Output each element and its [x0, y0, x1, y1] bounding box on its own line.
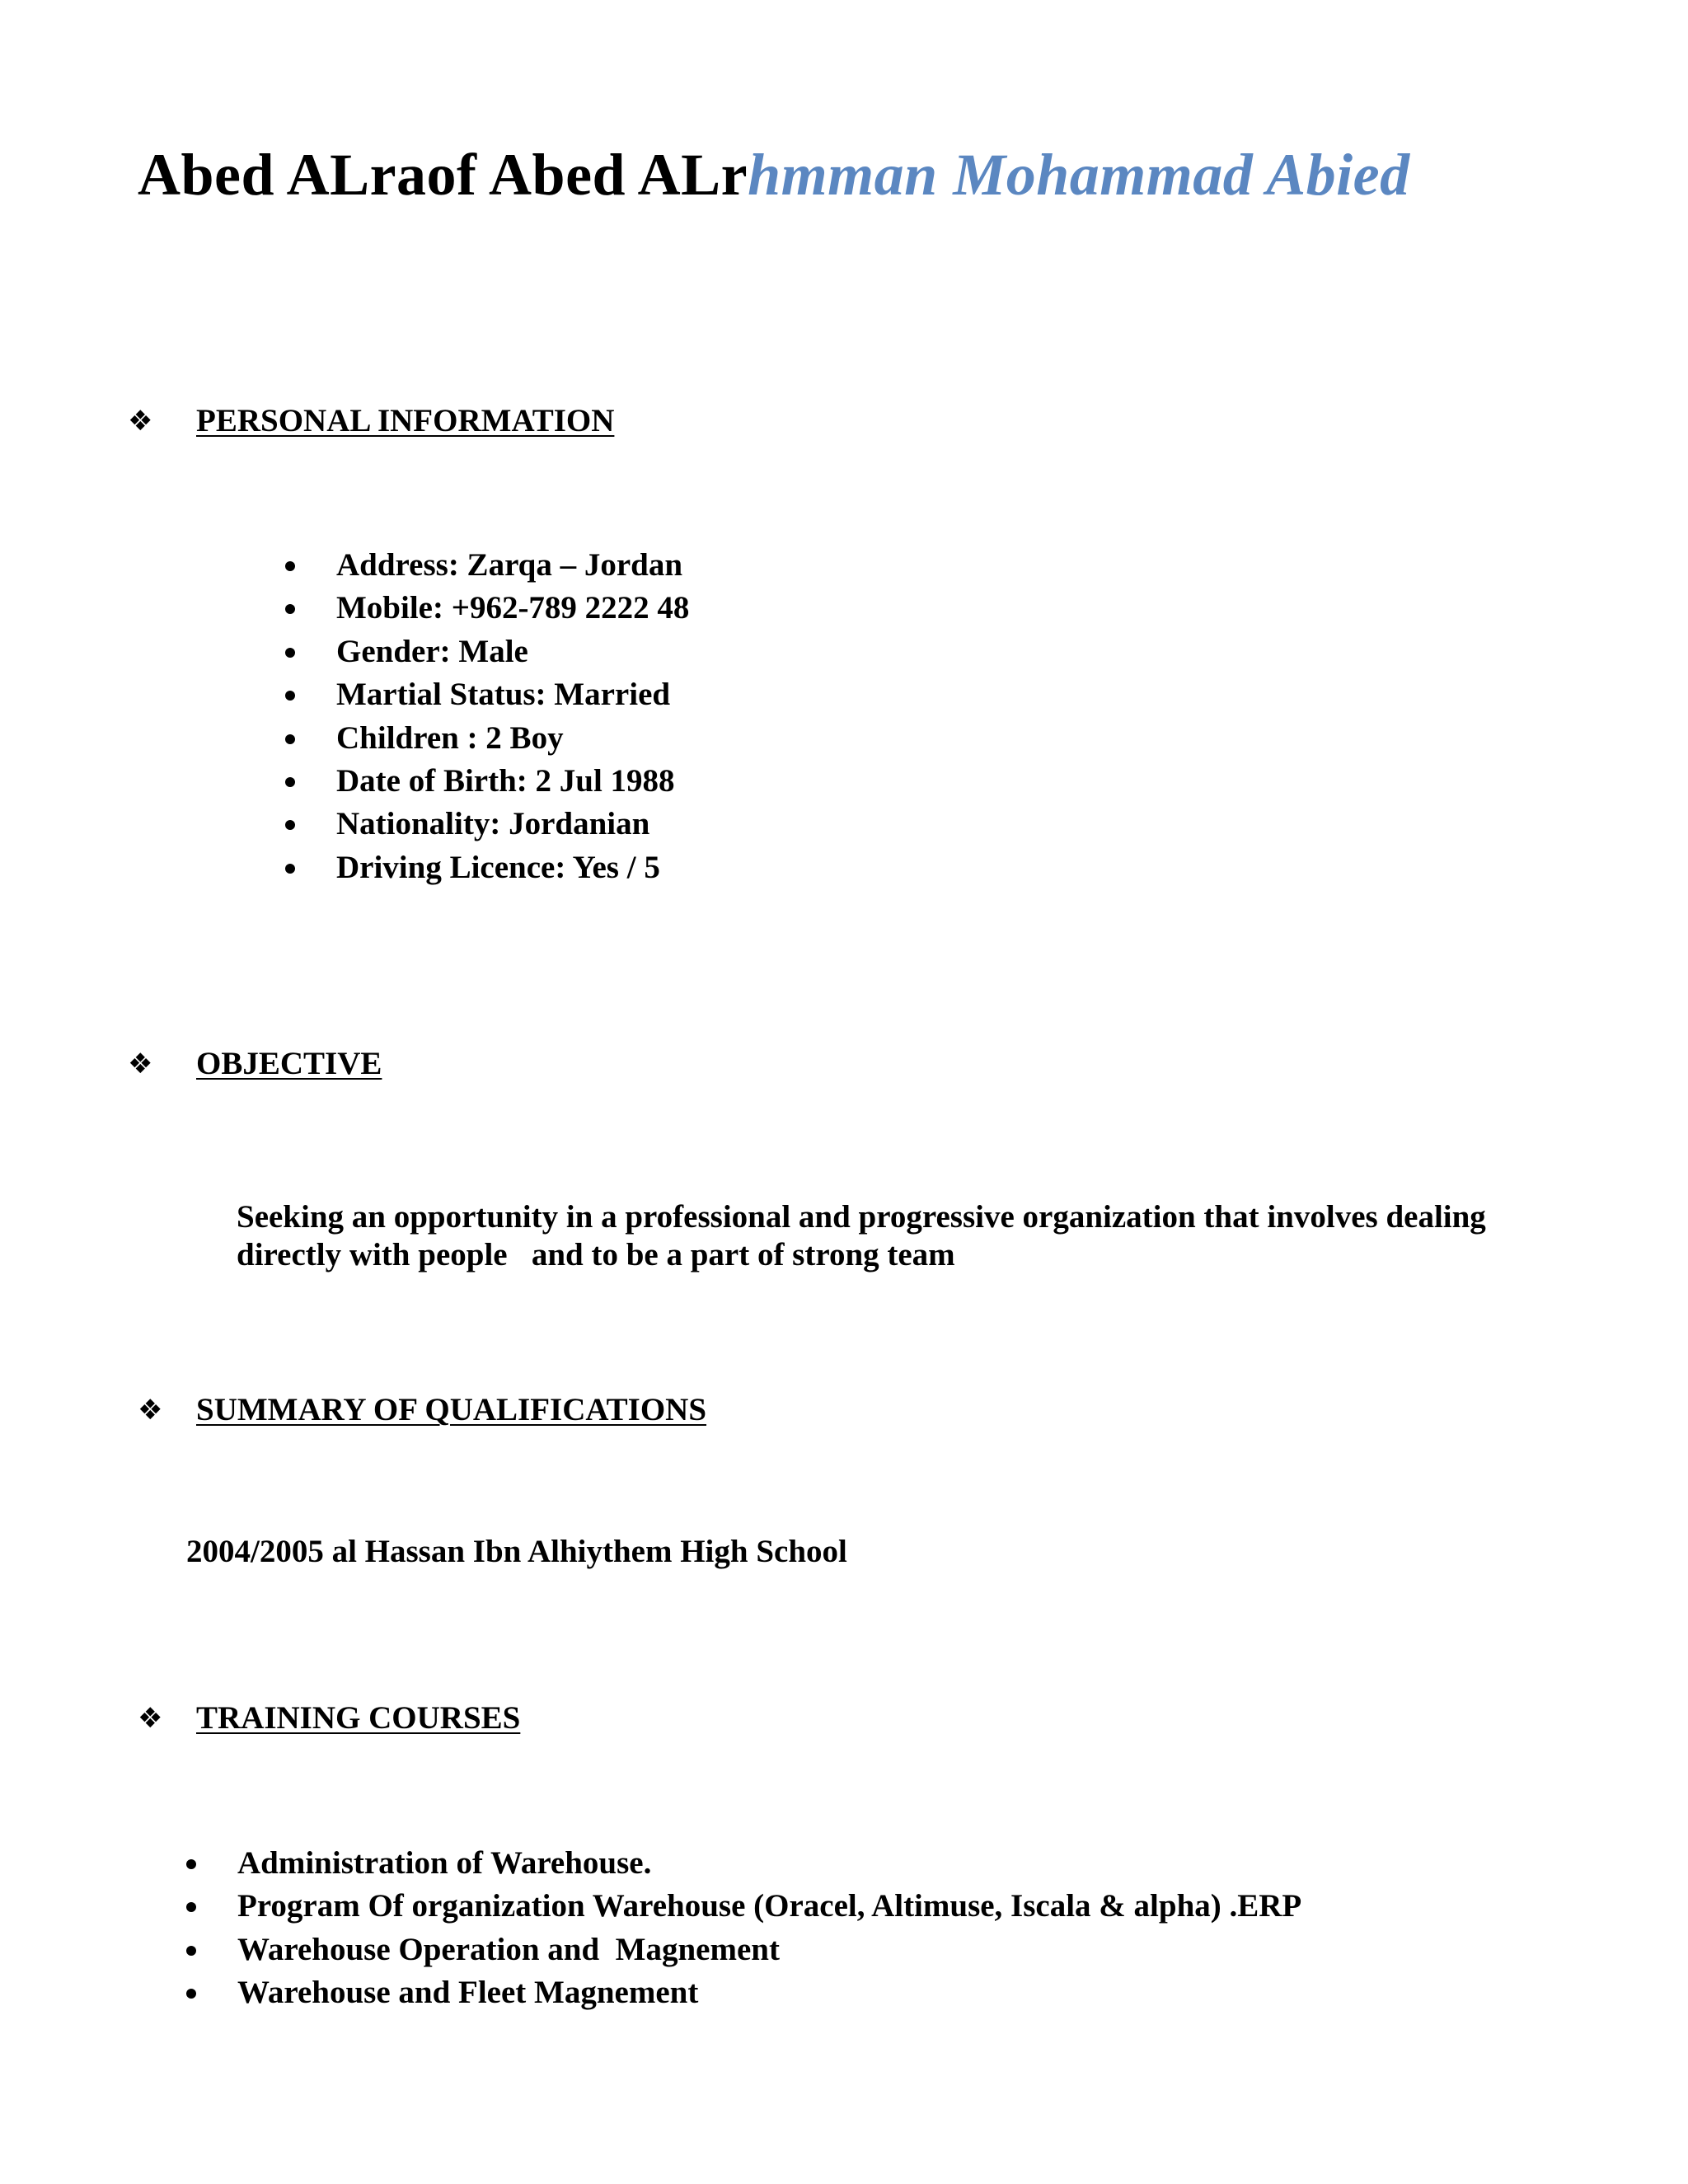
- diamond-ornament-icon: ❖: [138, 1394, 163, 1427]
- personal-mobile: Mobile: +962-789 2222 48: [336, 590, 690, 626]
- objective-line-2: directly with people and to be a part of strong team: [237, 1237, 955, 1272]
- training-courses-list: [186, 1842, 1301, 2015]
- list-item: [285, 760, 689, 803]
- list-item: [186, 1929, 1301, 1971]
- bullet-dot-icon: [186, 1902, 196, 1912]
- list-item: [285, 846, 689, 889]
- personal-gender: Gender: Male: [336, 633, 528, 669]
- bullet-dot-icon: [285, 691, 295, 701]
- bullet-dot-icon: [285, 648, 295, 658]
- personal-children: Children : 2 Boy: [336, 719, 564, 756]
- personal-date-of-birth: Date of Birth: 2 Jul 1988: [336, 762, 675, 799]
- bullet-dot-icon: [186, 1946, 196, 1956]
- summary-of-qualifications-heading: SUMMARY OF QUALIFICATIONS: [196, 1392, 707, 1427]
- candidate-name-part1: Abed ALraof Abed ALr: [138, 142, 748, 208]
- personal-driving-licence: Driving Licence: Yes / 5: [336, 849, 660, 885]
- bullet-dot-icon: [285, 561, 295, 571]
- objective-text: [237, 1198, 1486, 1274]
- personal-marital-status: Martial Status: Married: [336, 677, 671, 713]
- bullet-dot-icon: [285, 820, 295, 830]
- personal-information-list: [285, 544, 689, 889]
- training-courses-heading: TRAINING COURSES: [196, 1700, 521, 1736]
- training-course-item: Administration of Warehouse.: [237, 1845, 652, 1881]
- qualification-entry: 2004/2005 al Hassan Ibn Alhiythem High School: [186, 1534, 847, 1569]
- list-item: [186, 1842, 1301, 1885]
- bullet-dot-icon: [285, 777, 295, 787]
- personal-nationality: Nationality: Jordanian: [336, 806, 650, 842]
- training-course-item: Program Of organization Warehouse (Oracel, Altimuse, Iscala & alpha) .ERP: [237, 1888, 1302, 1924]
- list-item: [285, 673, 689, 716]
- list-item: [186, 1885, 1301, 1928]
- list-item: [285, 717, 689, 760]
- list-item: [285, 587, 689, 630]
- diamond-ornament-icon: ❖: [138, 1702, 163, 1735]
- bullet-dot-icon: [186, 1859, 196, 1869]
- bullet-dot-icon: [285, 604, 295, 614]
- personal-information-heading: PERSONAL INFORMATION: [196, 403, 615, 438]
- list-item: [186, 1971, 1301, 2014]
- bullet-dot-icon: [285, 864, 295, 874]
- candidate-name-part2: hmman Mohammad Abied: [748, 142, 1410, 208]
- list-item: [285, 544, 689, 587]
- list-item: [285, 803, 689, 846]
- candidate-name: [138, 134, 1410, 216]
- list-item: [285, 630, 689, 673]
- diamond-ornament-icon: ❖: [128, 405, 153, 438]
- objective-heading: OBJECTIVE: [196, 1046, 382, 1081]
- personal-address: Address: Zarqa – Jordan: [336, 547, 683, 583]
- bullet-dot-icon: [285, 734, 295, 744]
- training-course-item: Warehouse and Fleet Magnement: [237, 1975, 699, 2011]
- objective-line-1: Seeking an opportunity in a professional and progressive organization that involves dealing: [237, 1199, 1486, 1235]
- training-course-item: Warehouse Operation and Magnement: [237, 1931, 780, 1967]
- bullet-dot-icon: [186, 1989, 196, 1999]
- diamond-ornament-icon: ❖: [128, 1047, 153, 1080]
